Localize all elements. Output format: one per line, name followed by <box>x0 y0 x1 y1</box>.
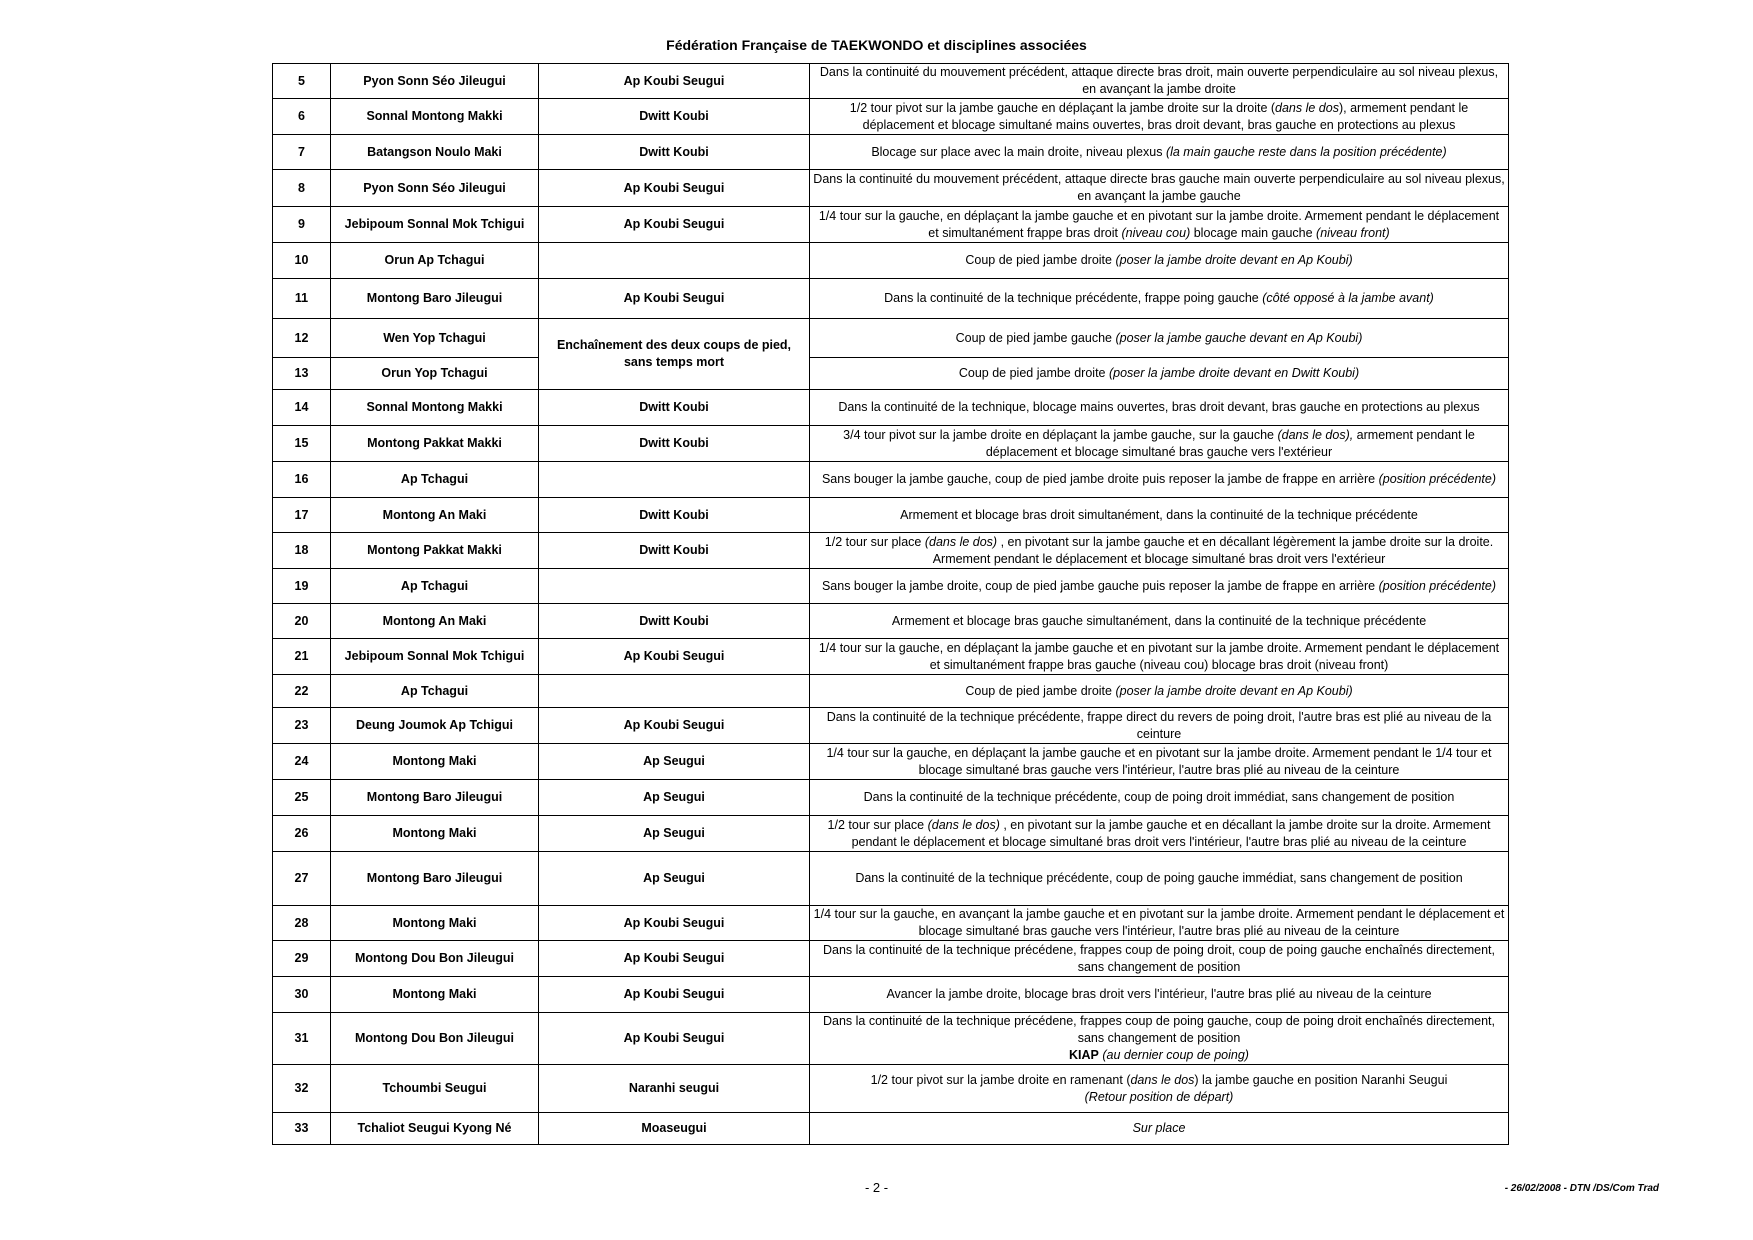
description-note: (poser la jambe droite devant en Dwitt Koubi) <box>1108 366 1360 380</box>
movement-description <box>810 941 1509 977</box>
technique-name: Montong Maki <box>331 977 539 1013</box>
table-row <box>273 675 1509 708</box>
description-text: Sans bouger la jambe droite, coup de pied jambe gauche puis reposer la jambe de frappe en arrière <box>821 578 1379 593</box>
page-title: Fédération Française de TAEKWONDO et disciplines associées <box>666 37 1087 53</box>
movement-number: 18 <box>273 533 331 569</box>
description-text: Dans la continuité de la technique, blocage mains ouvertes, bras droit devant, bras gauche en protections au plexus <box>838 400 1480 414</box>
technique-name: Montong Maki <box>331 744 539 780</box>
table-row <box>273 977 1509 1013</box>
movement-number: 12 <box>273 319 331 358</box>
table-row <box>273 135 1509 170</box>
movement-description <box>810 358 1509 390</box>
movement-number: 26 <box>273 816 331 852</box>
description-text: blocage main gauche <box>1190 225 1317 240</box>
description-note: (Retour position de départ) <box>1084 1089 1234 1104</box>
description-text: Armement et blocage bras gauche simultanément, dans la continuité de la technique précédente <box>891 613 1427 628</box>
movement-number: 14 <box>273 390 331 426</box>
stance: Ap Koubi Seugui <box>539 64 810 99</box>
movement-number: 33 <box>273 1113 331 1145</box>
table-row <box>273 1065 1509 1113</box>
table-row <box>273 99 1509 135</box>
description-text: ), armement pendant le déplacement et blocage simultané mains ouvertes, bras droit devant, bras gauche en protections au plexus <box>862 100 1469 132</box>
movement-description <box>810 462 1509 498</box>
movement-number: 29 <box>273 941 331 977</box>
table-row <box>273 319 1509 358</box>
description-text: Dans la continuité de la technique précédente, coup de poing gauche immédiat, sans changement de position <box>855 871 1463 885</box>
description-text: 1/4 tour sur la gauche, en déplaçant la jambe gauche et en pivotant sur la jambe droite. Armement pendant le 1/4 tour et blocage simultané bras gauche vers l'intérieur, l'autre bras plié au niveau de la ceinture <box>826 745 1492 777</box>
movement-description <box>810 426 1509 462</box>
stance: Ap Seugui <box>539 744 810 780</box>
description-note: (poser la jambe droite devant en Ap Koubi) <box>1115 253 1353 267</box>
movement-number: 27 <box>273 852 331 906</box>
description-text: Dans la continuité de la technique précédene, frappes coup de poing gauche, coup de poing droit enchaînés directement, sans changement de position <box>823 1014 1495 1045</box>
technique-name: Montong An Maki <box>331 498 539 533</box>
technique-name: Tchoumbi Seugui <box>331 1065 539 1113</box>
stance: Dwitt Koubi <box>539 135 810 170</box>
movement-description <box>810 977 1509 1013</box>
description-note: Sur place <box>1132 1121 1186 1135</box>
movement-description <box>810 498 1509 533</box>
description-text: Coup de pied jambe gauche <box>955 330 1116 345</box>
movement-description <box>810 675 1509 708</box>
stance: Dwitt Koubi <box>539 426 810 462</box>
movement-number: 32 <box>273 1065 331 1113</box>
technique-name: Montong Pakkat Makki <box>331 426 539 462</box>
table-row <box>273 243 1509 279</box>
movement-description <box>810 569 1509 604</box>
movement-description <box>810 279 1509 319</box>
movement-number: 11 <box>273 279 331 319</box>
table-row <box>273 1113 1509 1145</box>
technique-name: Jebipoum Sonnal Mok Tchigui <box>331 639 539 675</box>
movement-description <box>810 64 1509 99</box>
table-row <box>273 816 1509 852</box>
description-text: Avancer la jambe droite, blocage bras droit vers l'intérieur, l'autre bras plié au niveau de la ceinture <box>886 987 1432 1001</box>
stance: Ap Koubi Seugui <box>539 207 810 243</box>
movement-number: 16 <box>273 462 331 498</box>
movement-description <box>810 1065 1509 1113</box>
description-text: Dans la continuité du mouvement précédent, attaque directe bras droit, main ouverte perpendiculaire au sol niveau plexus, en avançant la jambe droite <box>819 65 1499 96</box>
technique-name: Wen Yop Tchagui <box>331 319 539 358</box>
stance: Dwitt Koubi <box>539 604 810 639</box>
description-note: dans le dos <box>1130 1072 1195 1087</box>
table-row <box>273 1013 1509 1065</box>
movements-table <box>272 63 1509 1145</box>
movement-number: 31 <box>273 1013 331 1065</box>
stance: Ap Koubi Seugui <box>539 977 810 1013</box>
table-row <box>273 279 1509 319</box>
table-row <box>273 358 1509 390</box>
technique-name: Montong Baro Jileugui <box>331 279 539 319</box>
table-row <box>273 708 1509 744</box>
description-note: (au dernier coup de poing) <box>1098 1048 1249 1062</box>
technique-name: Montong Baro Jileugui <box>331 780 539 816</box>
description-note: dans le dos <box>1275 100 1339 115</box>
table-row <box>273 498 1509 533</box>
description-text: Dans la continuité du mouvement précédent, attaque directe bras gauche main ouverte perpendiculaire au sol niveau plexus, en avançant la jambe gauche <box>813 172 1505 203</box>
movement-number: 22 <box>273 675 331 708</box>
technique-name: Sonnal Montong Makki <box>331 390 539 426</box>
description-note: (côté opposé à la jambe avant) <box>1262 291 1434 305</box>
description-note: (dans le dos), <box>1277 427 1354 442</box>
stance: Ap Koubi Seugui <box>539 170 810 207</box>
technique-name: Ap Tchagui <box>331 462 539 498</box>
movement-description <box>810 135 1509 170</box>
movement-description <box>810 99 1509 135</box>
description-text: , en pivotant sur la jambe gauche et en décallant la jambe droite sur la droite. Armement pendant le déplacement et blocage simultané bras droit vers l'intérieur, l'autre bras plié au niveau de la ceinture <box>851 817 1491 849</box>
movement-number: 20 <box>273 604 331 639</box>
movement-description <box>810 390 1509 426</box>
description-text: 1/2 tour pivot sur la jambe gauche en déplaçant la jambe droite sur la droite ( <box>849 100 1276 115</box>
description-text: Coup de pied jambe droite <box>965 683 1116 698</box>
description-text: ) la jambe gauche en position Naranhi Seugui <box>1194 1072 1448 1087</box>
description-text: Coup de pied jambe droite <box>965 253 1116 267</box>
technique-name: Ap Tchagui <box>331 569 539 604</box>
stance: Ap Koubi Seugui <box>539 1013 810 1065</box>
table-row <box>273 426 1509 462</box>
table-row <box>273 569 1509 604</box>
technique-name: Montong Dou Bon Jileugui <box>331 941 539 977</box>
table-row <box>273 744 1509 780</box>
stance: Ap Koubi Seugui <box>539 708 810 744</box>
technique-name: Montong Maki <box>331 816 539 852</box>
movement-description <box>810 1013 1509 1065</box>
description-text: 1/2 tour sur place <box>827 817 928 832</box>
stance: Ap Seugui <box>539 780 810 816</box>
movement-number: 8 <box>273 170 331 207</box>
description-text: 1/4 tour sur la gauche, en déplaçant la jambe gauche et en pivotant sur la jambe droite. Armement pendant le déplacement et simultanément frappe bras droit <box>818 208 1500 240</box>
movement-number: 25 <box>273 780 331 816</box>
description-text: Dans la continuité de la technique précédene, frappes coup de poing droit, coup de poing gauche enchaînés directement, sans changement de position <box>823 942 1495 974</box>
footer-reference: - 26/02/2008 - DTN /DS/Com Trad <box>1504 1183 1659 1194</box>
description-text: 1/2 tour sur place <box>824 534 925 549</box>
stance: Moaseugui <box>539 1113 810 1145</box>
movement-number: 15 <box>273 426 331 462</box>
technique-name: Montong Pakkat Makki <box>331 533 539 569</box>
stance <box>539 462 810 498</box>
movement-number: 24 <box>273 744 331 780</box>
stance: Dwitt Koubi <box>539 99 810 135</box>
movement-description <box>810 1113 1509 1145</box>
table-row <box>273 941 1509 977</box>
description-text: 1/4 tour sur la gauche, en déplaçant la jambe gauche et en pivotant sur la jambe droite. Armement pendant le déplacement et simultanément frappe bras gauche (niveau cou) blocage bras droit (niveau front) <box>818 640 1500 672</box>
technique-name: Montong Maki <box>331 906 539 941</box>
description-text: 3/4 tour pivot sur la jambe droite en déplaçant la jambe gauche, sur la gauche <box>843 427 1278 442</box>
stance: Ap Seugui <box>539 852 810 906</box>
movement-number: 6 <box>273 99 331 135</box>
movement-description <box>810 852 1509 906</box>
stance: Dwitt Koubi <box>539 390 810 426</box>
table-row <box>273 390 1509 426</box>
table-row <box>273 639 1509 675</box>
movement-description <box>810 780 1509 816</box>
movement-number: 28 <box>273 906 331 941</box>
movement-number: 19 <box>273 569 331 604</box>
description-text: Dans la continuité de la technique précédente, frappe poing gauche <box>884 291 1263 305</box>
technique-name: Ap Tchagui <box>331 675 539 708</box>
movement-number: 13 <box>273 358 331 390</box>
description-note: (position précédente) <box>1378 578 1497 593</box>
movement-description <box>810 604 1509 639</box>
description-text: Dans la continuité de la technique précédente, frappe direct du revers de poing droit, l'autre bras est plié au niveau de la ceinture <box>826 709 1492 741</box>
description-text: Dans la continuité de la technique précédente, coup de poing droit immédiat, sans changement de position <box>863 790 1455 804</box>
stance: Dwitt Koubi <box>539 498 810 533</box>
movement-description <box>810 816 1509 852</box>
movement-description <box>810 533 1509 569</box>
description-text: , en pivotant sur la jambe gauche et en décallant légèrement la jambe droite sur la droite. Armement pendant le déplacement et blocage simultané bras droit vers l'extérieur <box>932 534 1494 566</box>
table-row <box>273 906 1509 941</box>
movement-description <box>810 243 1509 279</box>
stance <box>539 675 810 708</box>
description-note: (dans le dos) <box>924 534 998 549</box>
technique-name: Tchaliot Seugui Kyong Né <box>331 1113 539 1145</box>
stance: Naranhi seugui <box>539 1065 810 1113</box>
description-note: (niveau front) <box>1316 225 1390 240</box>
stance: Ap Seugui <box>539 816 810 852</box>
description-note: (niveau cou) <box>1121 225 1191 240</box>
stance: Enchaînement des deux coups de pied, sans temps mort <box>539 319 810 390</box>
movement-number: 30 <box>273 977 331 1013</box>
technique-name: Batangson Noulo Maki <box>331 135 539 170</box>
page-number: - 2 - <box>864 1180 889 1195</box>
stance: Ap Koubi Seugui <box>539 639 810 675</box>
table-row <box>273 780 1509 816</box>
technique-name: Montong Baro Jileugui <box>331 852 539 906</box>
technique-name: Deung Joumok Ap Tchigui <box>331 708 539 744</box>
movement-number: 7 <box>273 135 331 170</box>
technique-name: Jebipoum Sonnal Mok Tchigui <box>331 207 539 243</box>
description-note: (poser la jambe droite devant en Ap Koubi) <box>1115 683 1353 698</box>
movement-number: 9 <box>273 207 331 243</box>
movement-description <box>810 170 1509 207</box>
movement-number: 21 <box>273 639 331 675</box>
table-row <box>273 170 1509 207</box>
stance <box>539 569 810 604</box>
movement-description <box>810 744 1509 780</box>
table-row <box>273 604 1509 639</box>
table-row <box>273 533 1509 569</box>
description-note: (poser la jambe gauche devant en Ap Koubi) <box>1115 330 1363 345</box>
stance: Ap Koubi Seugui <box>539 941 810 977</box>
description-emphasis: KIAP <box>1069 1048 1099 1062</box>
description-text: armement pendant le déplacement et blocage simultané bras gauche vers l'extérieur <box>985 427 1475 459</box>
table-row <box>273 64 1509 99</box>
technique-name: Orun Ap Tchagui <box>331 243 539 279</box>
stance: Ap Koubi Seugui <box>539 906 810 941</box>
description-note: (position précédente) <box>1378 472 1497 486</box>
description-note: (la main gauche reste dans la position précédente) <box>1165 144 1447 159</box>
movement-description <box>810 639 1509 675</box>
stance: Ap Koubi Seugui <box>539 279 810 319</box>
movement-number: 5 <box>273 64 331 99</box>
movement-description <box>810 319 1509 358</box>
movement-number: 10 <box>273 243 331 279</box>
description-text: Blocage sur place avec la main droite, niveau plexus <box>871 144 1166 159</box>
technique-name: Montong An Maki <box>331 604 539 639</box>
technique-name: Montong Dou Bon Jileugui <box>331 1013 539 1065</box>
description-text: Coup de pied jambe droite <box>958 366 1109 380</box>
table-row <box>273 852 1509 906</box>
description-note: (dans le dos) <box>927 817 1000 832</box>
technique-name: Pyon Sonn Séo Jileugui <box>331 170 539 207</box>
movement-description <box>810 906 1509 941</box>
movement-number: 23 <box>273 708 331 744</box>
technique-name: Orun Yop Tchagui <box>331 358 539 390</box>
technique-name: Pyon Sonn Séo Jileugui <box>331 64 539 99</box>
description-text: 1/2 tour pivot sur la jambe droite en ramenant ( <box>870 1072 1131 1087</box>
description-text: Sans bouger la jambe gauche, coup de pied jambe droite puis reposer la jambe de frappe en arrière <box>821 472 1379 486</box>
movement-number: 17 <box>273 498 331 533</box>
stance: Dwitt Koubi <box>539 533 810 569</box>
movement-description <box>810 708 1509 744</box>
table-row <box>273 207 1509 243</box>
table-row <box>273 462 1509 498</box>
description-text: Armement et blocage bras droit simultanément, dans la continuité de la technique précédente <box>900 507 1418 522</box>
movement-description <box>810 207 1509 243</box>
stance <box>539 243 810 279</box>
description-text: 1/4 tour sur la gauche, en avançant la jambe gauche et en pivotant sur la jambe droite. Armement pendant le déplacement et blocage simultané bras gauche vers l'intérieur, l'autre bras plié au niveau de la ceinture <box>813 907 1505 938</box>
technique-name: Sonnal Montong Makki <box>331 99 539 135</box>
